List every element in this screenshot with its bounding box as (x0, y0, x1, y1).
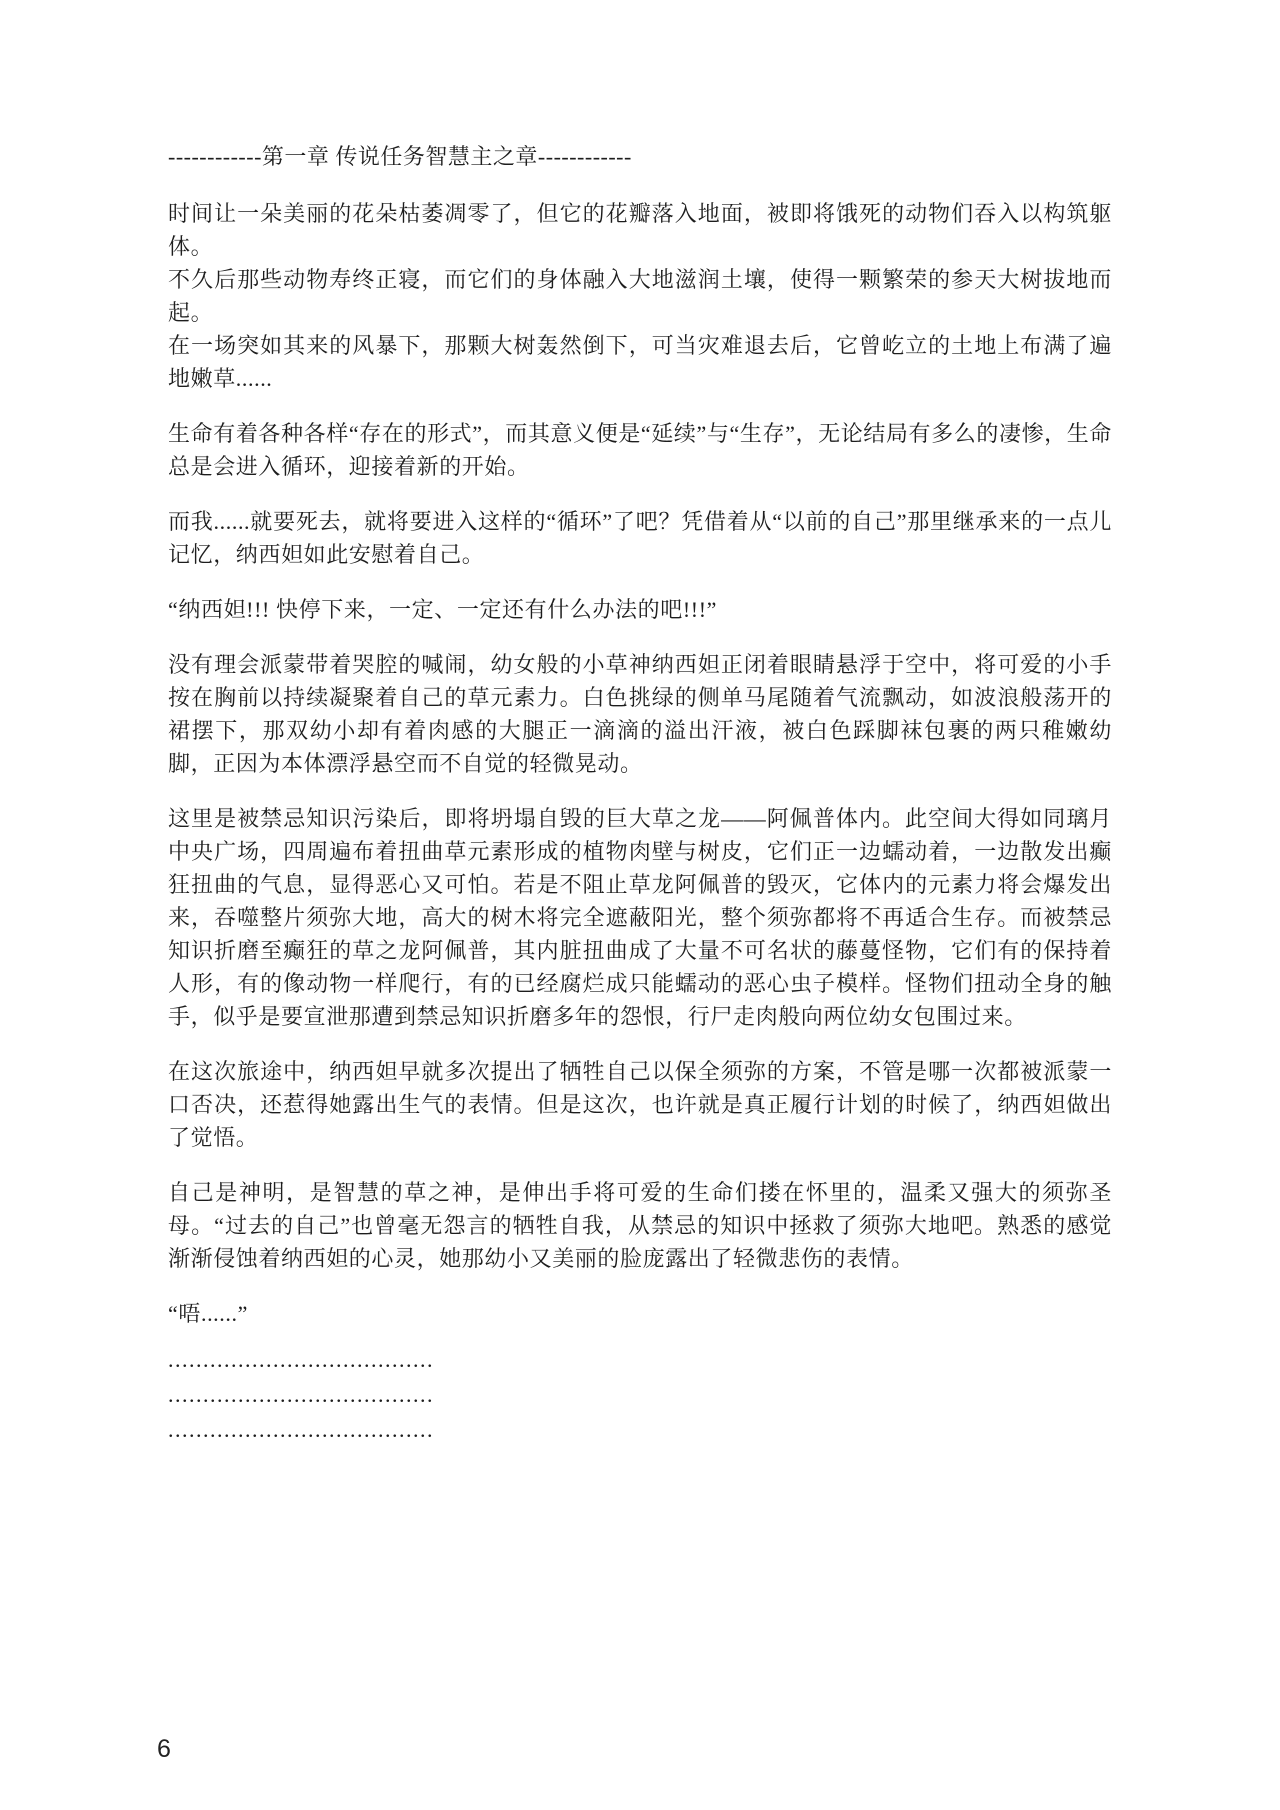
ellipsis-line: ...................................... (168, 1347, 434, 1372)
document-page (168, 140, 1112, 1447)
paragraph-nahida-floating: 没有理会派蒙带着哭腔的喊闹，幼女般的小草神纳西妲正闭着眼睛悬浮于空中，将可爱的小手按在胸前以持续凝聚着自己的草元素力。白色挑绿的侧单马尾随着气流飘动，如波浪般荡开的裙摆下，那双幼小却有着肉感的大腿正一滴滴的溢出汗液，被白色踩脚袜包裹的两只稚嫩幼脚，正因为本体漂浮悬空而不自觉的轻微晃动。 (168, 652, 1112, 776)
paragraph-goddess-resolve: 自己是神明，是智慧的草之神，是伸出手将可爱的生命们搂在怀里的，温柔又强大的须弥圣母。“过去的自己”也曾毫无怨言的牺牲自我，从禁忌的知识中拯救了须弥大地吧。熟悉的感觉渐渐侵蚀着纳西妲的心灵，她那幼小又美丽的脸庞露出了轻微悲伤的表情。 (168, 1180, 1112, 1271)
paragraph-shout-quote: “纳西妲!!! 快停下来，一定、一定还有什么办法的吧!!!” (168, 597, 717, 622)
paragraph-storm: 在一场突如其来的风暴下，那颗大树轰然倒下，可当灾难退去后，它曾屹立的土地上布满了遍地嫩草...... (168, 333, 1112, 391)
paragraph-life-forms: 生命有着各种各样“存在的形式”，而其意义便是“延续”与“生存”，无论结局有多么的凄惨，生命总是会进入循环，迎接着新的开始。 (168, 421, 1112, 479)
paragraph-apep-interior: 这里是被禁忌知识污染后，即将坍塌自毁的巨大草之龙——阿佩普体内。此空间大得如同璃月中央广场，四周遍布着扭曲草元素形成的植物肉壁与树皮，它们正一边蠕动着，一边散发出癫狂扭曲的气息，显得恶心又可怕。若是不阻止草龙阿佩普的毁灭，它体内的元素力将会爆发出来，吞噬整片须弥大地，高大的树木将完全遮蔽阳光，整个须弥都将不再适合生存。而被禁忌知识折磨至癫狂的草之龙阿佩普，其内脏扭曲成了大量不可名状的藤蔓怪物，它们有的保持着人形，有的像动物一样爬行，有的已经腐烂成只能蠕动的恶心虫子模样。怪物们扭动全身的触手，似乎是要宣泄那遭到禁忌知识折磨多年的怨恨，行尸走肉般向两位幼女包围过来。 (168, 806, 1112, 1029)
paragraph-cycle: 而我......就要死去，就将要进入这样的“循环”了吧？凭借着从“以前的自己”那里继承来的一点儿记忆，纳西妲如此安慰着自己。 (168, 509, 1112, 567)
paragraph-animals: 不久后那些动物寿终正寝，而它们的身体融入大地滋润土壤，使得一颗繁荣的参天大树拔地而起。 (168, 267, 1112, 325)
paragraph-journey-plan: 在这次旅途中，纳西妲早就多次提出了牺牲自己以保全须弥的方案，不管是哪一次都被派蒙一口否决，还惹得她露出生气的表情。但是这次，也许就是真正履行计划的时候了，纳西妲做出了觉悟。 (168, 1059, 1112, 1150)
paragraph-flower: 时间让一朵美丽的花朵枯萎凋零了，但它的花瓣落入地面，被即将饿死的动物们吞入以构筑躯体。 (168, 201, 1112, 259)
ellipsis-line: ...................................... (168, 1417, 434, 1442)
page-footer (157, 1735, 171, 1764)
ellipsis-line: ...................................... (168, 1382, 434, 1407)
page-number: 6 (157, 1735, 171, 1763)
chapter-title: ------------第一章 传说任务智慧主之章------------ (168, 144, 632, 169)
paragraph-murmur-quote: “唔......” (168, 1301, 248, 1326)
